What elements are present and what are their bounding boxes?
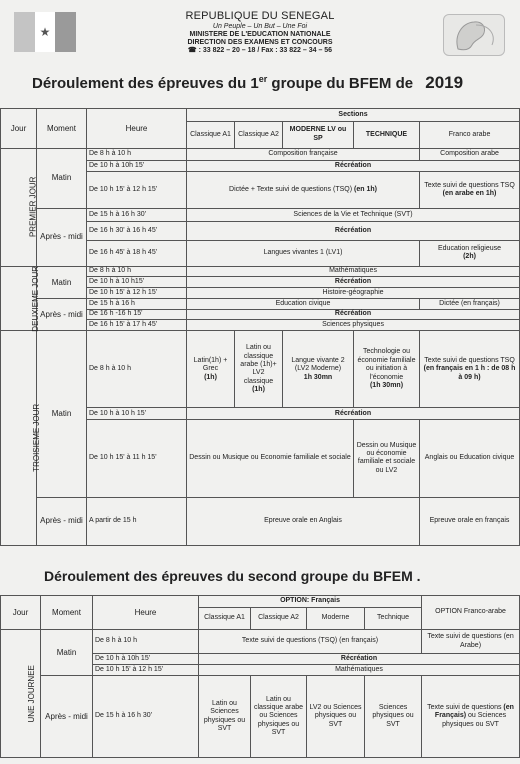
moment-label: Après - midi: [41, 676, 93, 758]
exam-cell: Histoire-géographie: [187, 288, 520, 299]
exam-cell: Mathématiques: [187, 266, 520, 277]
contact-line: ☎ : 33 822 – 20 – 18 / Fax : 33 822 – 34 – 56: [187, 46, 333, 54]
header-jour: Jour: [1, 596, 41, 630]
moment-label: Après - midi: [37, 298, 87, 330]
time-cell: De 8 h à 10 h: [93, 630, 199, 654]
time-cell: De 10 h 15' à 12 h 15': [93, 665, 199, 676]
exam-cell: Anglais ou Education civique: [420, 420, 520, 497]
time-cell: De 8 h à 10 h: [87, 148, 187, 160]
time-cell: De 10 h à 10 h 15': [87, 408, 187, 420]
time-cell: A partir de 15 h: [87, 497, 187, 545]
exam-cell: Composition arabe: [420, 148, 520, 160]
moment-label: Matin: [37, 266, 87, 298]
time-cell: De 15 h à 16 h 30': [93, 676, 199, 758]
exam-cell: Langues vivantes 1 (LV1): [187, 240, 420, 266]
header-classique-a2: Classique A2: [235, 121, 283, 148]
day-label: TROISIEME JOUR: [1, 331, 37, 546]
time-cell: De 16 h 45' à 18 h 45': [87, 240, 187, 266]
exam-cell: Mathématiques: [199, 665, 520, 676]
exam-cell: Dictée + Texte suivi de questions (TSQ) (en 1h): [187, 172, 420, 209]
exam-cell: Texte suivi de questions (en Arabe): [422, 630, 520, 654]
time-cell: De 15 h à 16 h: [87, 298, 187, 309]
moment-label: Matin: [41, 630, 93, 676]
exam-cell: Sciences physiques ou SVT: [365, 676, 422, 758]
time-cell: De 10 h à 10h 15': [93, 654, 199, 665]
exam-cell: Latin ou Sciences physiques ou SVT: [199, 676, 251, 758]
time-cell: De 10 h à 10 h15': [87, 277, 187, 288]
exam-cell: LV2 ou Sciences physiques ou SVT: [307, 676, 365, 758]
exam-cell: Latin ou classique arabe (1h)+ LV2 classique (1h): [235, 331, 283, 408]
break-cell: Récréation: [187, 160, 520, 172]
header-technique: TECHNIQUE: [354, 121, 420, 148]
moment-label: Après - midi: [37, 497, 87, 545]
moment-label: Matin: [37, 331, 87, 497]
exam-cell: Texte suivi de questions TSQ (en arabe en 1h): [420, 172, 520, 209]
header-classique-a2: Classique A2: [251, 608, 307, 630]
exam-year: 2019: [425, 73, 464, 92]
time-cell: De 10 h à 10h 15': [87, 160, 187, 172]
header-classique-a1: Classique A1: [199, 608, 251, 630]
exam-cell: Texte suivi de questions (TSQ) (en français): [199, 630, 422, 654]
exam-cell: Education civique: [187, 298, 420, 309]
exam-cell: Composition française: [187, 148, 420, 160]
exam-cell: Technologie ou économie familiale ou initiation à l'économie (1h 30mn): [354, 331, 420, 408]
exam-cell: Latin(1h) + Grec (1h): [187, 331, 235, 408]
header-option-franco-arabe: OPTION Franco-arabe: [422, 596, 520, 630]
header-classique-a1: Classique A1: [187, 121, 235, 148]
national-motto: Un Peuple – Un But – Une Foi: [212, 22, 308, 30]
time-cell: De 16 h 30' à 16 h 45': [87, 221, 187, 240]
header-moment: Moment: [41, 596, 93, 630]
moment-label: Matin: [37, 148, 87, 208]
time-cell: De 10 h 15' à 11 h 15': [87, 420, 187, 497]
header-moderne: Moderne: [307, 608, 365, 630]
exam-cell: Sciences physiques: [187, 320, 520, 331]
direction-logo: [443, 14, 505, 56]
senegal-flag: [14, 12, 76, 52]
break-cell: Récréation: [199, 654, 520, 665]
ministry-name: MINISTERE DE L'EDUCATION NATIONALE: [189, 30, 331, 38]
time-cell: De 8 h à 10 h: [87, 331, 187, 408]
header-moment: Moment: [37, 109, 87, 149]
header-text: [120, 10, 400, 55]
header-jour: Jour: [1, 109, 37, 149]
time-cell: De 16 h -16 h 15': [87, 309, 187, 320]
direction-name: DIRECTION DES EXAMENS ET CONCOURS: [187, 38, 333, 46]
day-label: PREMIER JOUR: [1, 148, 37, 266]
break-cell: Récréation: [187, 408, 520, 420]
exam-cell: Education religieuse (2h): [420, 240, 520, 266]
time-cell: De 10 h 15' à 12 h 15': [87, 288, 187, 299]
exam-cell: Texte suivi de questions TSQ (en français en 1 h : de 08 h à 09 h): [420, 331, 520, 408]
exam-cell: Langue vivante 2 (LV2 Moderne) 1h 30mn: [283, 331, 354, 408]
exam-cell: Latin ou classique arabe ou Sciences physiques ou SVT: [251, 676, 307, 758]
day-label: DEUXIEME JOUR: [1, 266, 37, 330]
exam-cell: Epreuve orale en français: [420, 497, 520, 545]
time-cell: De 15 h à 16 h 30': [87, 208, 187, 221]
second-group-schedule-table: [0, 595, 520, 758]
exam-cell: Sciences de la Vie et Technique (SVT): [187, 208, 520, 221]
exam-cell: Dessin ou Musique ou économie familiale et sociale ou LV2: [354, 420, 420, 497]
moment-label: Après - midi: [37, 208, 87, 266]
header-sections: Sections: [187, 109, 520, 122]
exam-cell: Dictée (en français): [420, 298, 520, 309]
first-group-schedule-table: [0, 108, 520, 546]
day-label: UNE JOURNEE: [1, 630, 41, 758]
country-name: REPUBLIQUE DU SENEGAL: [185, 10, 335, 22]
header-moderne: MODERNE LV ou SP: [283, 121, 354, 148]
star-icon: ★: [39, 24, 51, 39]
header-option-francais: OPTION: Français: [199, 596, 422, 608]
time-cell: De 8 h à 10 h: [87, 266, 187, 277]
title-second-group: Déroulement des épreuves du second groupe du BFEM .: [44, 568, 421, 584]
header-technique: Technique: [365, 608, 422, 630]
header-heure: Heure: [93, 596, 199, 630]
break-cell: Récréation: [187, 277, 520, 288]
exam-cell: Dessin ou Musique ou Economie familiale et sociale: [187, 420, 354, 497]
time-cell: De 16 h 15' à 17 h 45': [87, 320, 187, 331]
time-cell: De 10 h 15' à 12 h 15': [87, 172, 187, 209]
exam-cell: Texte suivi de questions (en Français) ou Sciences physiques ou SVT: [422, 676, 520, 758]
header-franco-arabe: Franco arabe: [420, 121, 520, 148]
break-cell: Récréation: [187, 309, 520, 320]
title-first-group: Déroulement des épreuves du 1er groupe du BFEM de 2019: [32, 73, 464, 92]
break-cell: Récréation: [187, 221, 520, 240]
exam-cell: Epreuve orale en Anglais: [187, 497, 420, 545]
document-header: [0, 0, 519, 70]
header-heure: Heure: [87, 109, 187, 149]
